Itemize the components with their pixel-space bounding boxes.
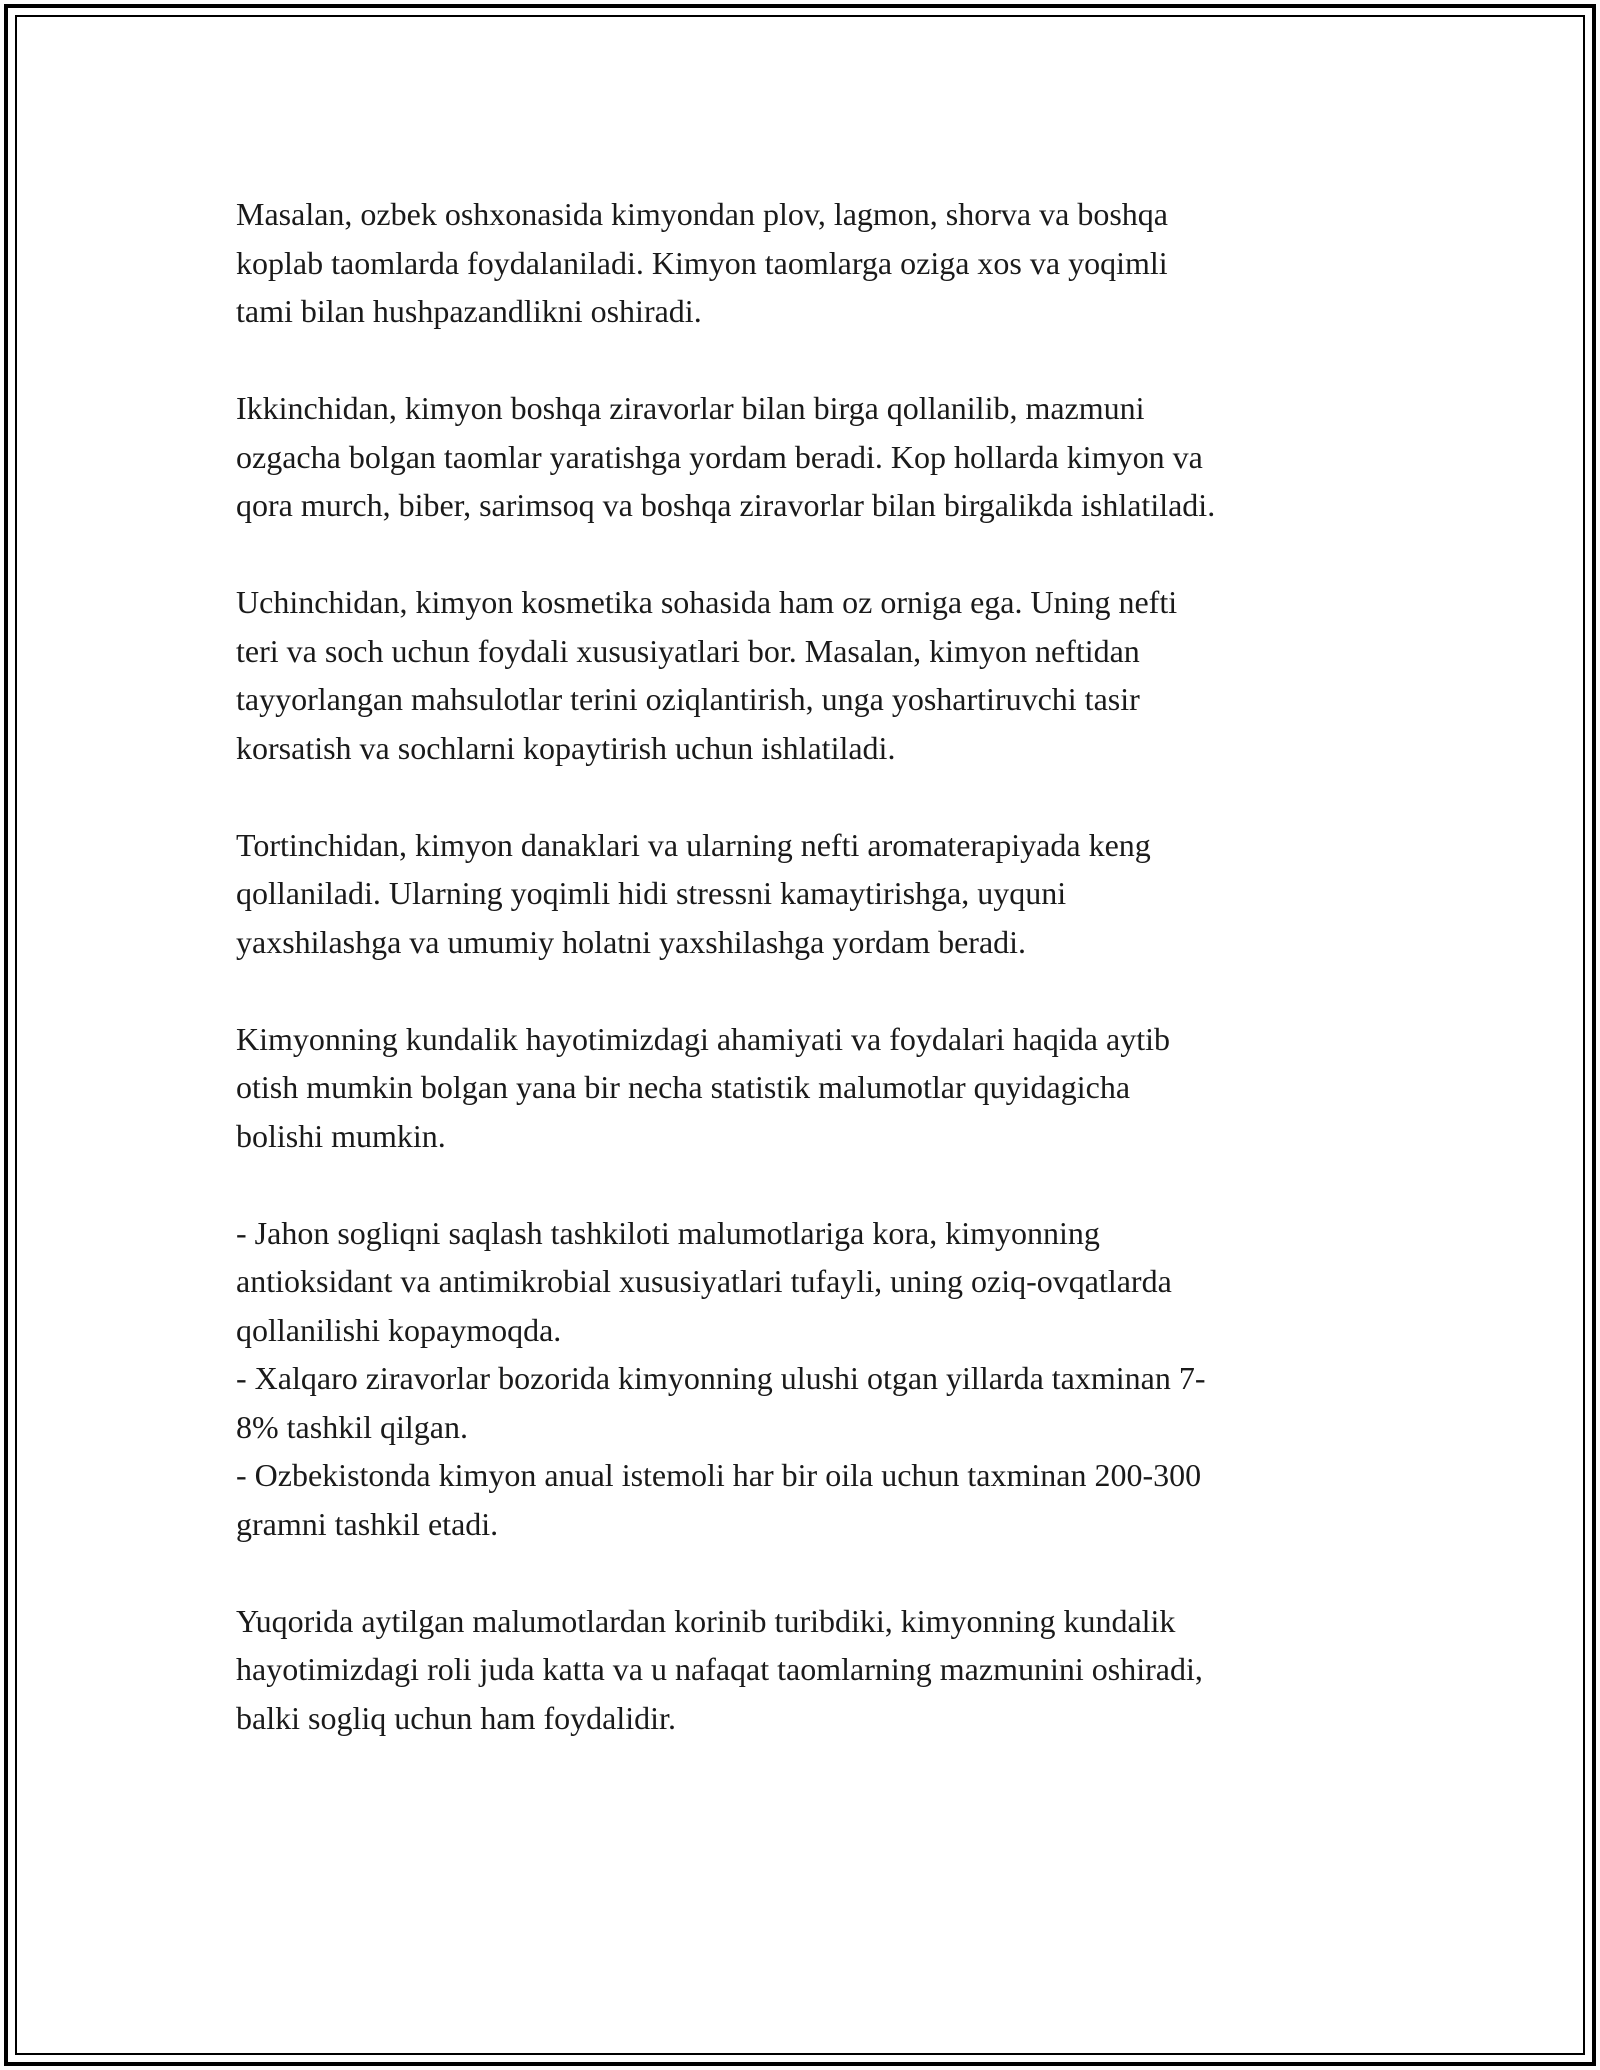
paragraph-4 (236, 821, 1376, 967)
text-line: qora murch, biber, sarimsoq va boshqa ziravorlar bilan birgalikda ishlatiladi. (236, 487, 1216, 523)
text-line: bolishi mumkin. (236, 1117, 446, 1154)
text-line: tayyorlangan mahsulotlar terini oziqlantirish, unga yoshartiruvchi tasir (236, 681, 1140, 717)
text-line: yaxshilashga va umumiy holatni yaxshilashga yordam beradi. (236, 923, 1027, 960)
list-item-line: gramni tashkil etadi. (236, 1505, 499, 1542)
list-item-line: - Jahon sogliqni saqlash tashkiloti malumotlariga kora, kimyonning (236, 1214, 1100, 1251)
text-line: Ikkinchidan, kimyon boshqa ziravorlar bilan birga qollanilib, mazmuni (236, 390, 1145, 426)
statistics-list (236, 1209, 1376, 1549)
paragraph-2 (236, 384, 1376, 530)
list-item-line: antioksidant va antimikrobial xususiyatlari tufayli, uning oziq-ovqatlarda (236, 1263, 1172, 1299)
text-line: qollaniladi. Ularning yoqimli hidi stressni kamaytirishga, uyquni (236, 875, 1067, 911)
text-line: otish mumkin bolgan yana bir necha statistik malumotlar quyidagicha (236, 1069, 1131, 1105)
text-line: ozgacha bolgan taomlar yaratishga yordam beradi. Kop hollarda kimyon va (236, 438, 1203, 475)
text-line: Kimyonning kundalik hayotimizdagi ahamiyati va foydalari haqida aytib (236, 1020, 1170, 1057)
text-line: hayotimizdagi roli juda katta va u nafaqat taomlarning mazmunini oshiradi, (236, 1651, 1203, 1687)
list-item-line: 8% tashkil qilgan. (236, 1408, 468, 1445)
list-item-line: qollanilishi kopaymoqda. (236, 1311, 562, 1348)
document-body (236, 190, 1376, 1791)
text-line: teri va soch uchun foydali xususiyatlari bor. Masalan, kimyon neftidan (236, 632, 1140, 669)
paragraph-5 (236, 1015, 1376, 1161)
paragraph-3 (236, 578, 1376, 772)
text-line: Uchinchidan, kimyon kosmetika sohasida ham oz orniga ega. Uning nefti (236, 584, 1178, 620)
text-line: Masalan, ozbek oshxonasida kimyondan plov, lagmon, shorva va boshqa (236, 196, 1168, 232)
list-item-line: - Ozbekistonda kimyon anual istemoli har bir oila uchun taxminan 200-300 (236, 1457, 1202, 1493)
text-line: koplab taomlarda foydalaniladi. Kimyon taomlarga oziga xos va yoqimli (236, 244, 1168, 281)
text-line: balki sogliq uchun ham foydalidir. (236, 1699, 676, 1736)
text-line: korsatish va sochlarni kopaytirish uchun ishlatiladi. (236, 729, 896, 766)
paragraph-1 (236, 190, 1376, 336)
paragraph-conclusion (236, 1597, 1376, 1743)
list-item-line: - Xalqaro ziravorlar bozorida kimyonning ulushi otgan yillarda taxminan 7- (236, 1360, 1206, 1396)
text-line: tami bilan hushpazandlikni oshiradi. (236, 293, 702, 329)
text-line: Tortinchidan, kimyon danaklari va ularning nefti aromaterapiyada keng (236, 826, 1151, 863)
text-line: Yuqorida aytilgan malumotlardan korinib turibdiki, kimyonning kundalik (236, 1602, 1176, 1639)
